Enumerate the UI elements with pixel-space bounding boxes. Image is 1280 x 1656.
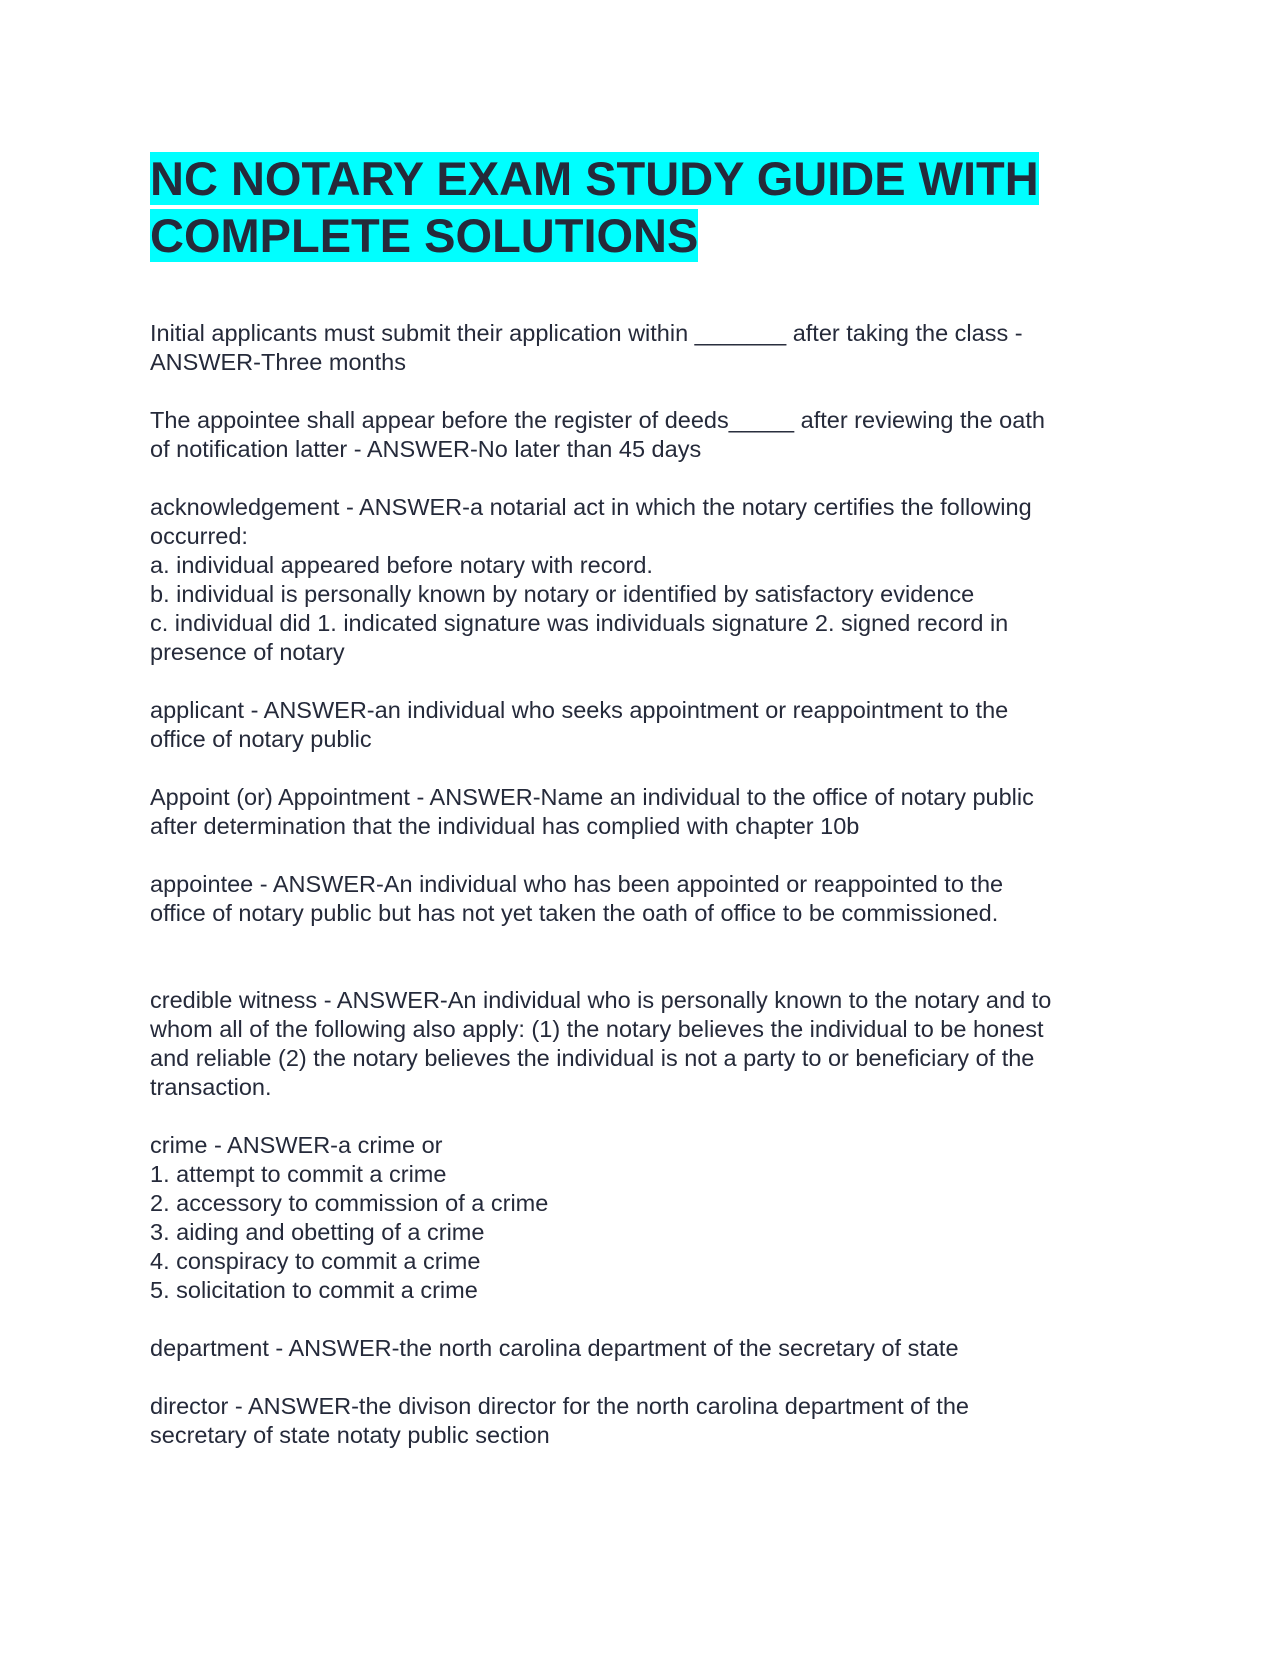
entry-line: director - ANSWER-the divison director for the north carolina department of the [150,1393,969,1419]
document-page [150,150,1120,1479]
entry-line: whom all of the following also apply: (1) the notary believes the individual to be honest [150,1016,1044,1042]
qa-entry-application-deadline [150,319,1120,377]
entry-line: of notification latter - ANSWER-No later than 45 days [150,436,702,462]
title-line-2: COMPLETE SOLUTIONS [150,209,699,262]
entry-line: 5. solicitation to commit a crime [150,1277,478,1303]
entry-line: The appointee shall appear before the register of deeds_____ after reviewing the oath [150,407,1045,433]
title-line-1: NC NOTARY EXAM STUDY GUIDE WITH [150,152,1039,205]
document-title [150,150,1120,264]
entry-line: presence of notary [150,639,345,665]
entry-line: ANSWER-Three months [150,349,406,375]
entry-line: c. individual did 1. indicated signature was individuals signature 2. signed record in [150,610,1009,636]
entry-line: occurred: [150,523,248,549]
entry-line: a. individual appeared before notary with record. [150,552,653,578]
qa-entry-crime [150,1131,1120,1305]
entry-line: 2. accessory to commission of a crime [150,1190,549,1216]
entry-line: transaction. [150,1074,272,1100]
entry-line: b. individual is personally known by notary or identified by satisfactory evidence [150,581,975,607]
qa-entry-appointment [150,783,1120,841]
entry-line: and reliable (2) the notary believes the individual is not a party to or beneficiary of the [150,1045,1035,1071]
entry-line: 1. attempt to commit a crime [150,1161,447,1187]
entry-line: Appoint (or) Appointment - ANSWER-Name an individual to the office of notary public [150,784,1034,810]
entry-line: credible witness - ANSWER-An individual who is personally known to the notary and to [150,987,1052,1013]
entry-line: crime - ANSWER-a crime or [150,1132,443,1158]
entry-line: 3. aiding and obetting of a crime [150,1219,485,1245]
entry-line: Initial applicants must submit their application within _______ after taking the class - [150,320,1023,346]
entry-line: secretary of state notaty public section [150,1422,550,1448]
entry-line: appointee - ANSWER-An individual who has been appointed or reappointed to the [150,871,1004,897]
entry-line: department - ANSWER-the north carolina department of the secretary of state [150,1335,959,1361]
entry-line: applicant - ANSWER-an individual who seeks appointment or reappointment to the [150,697,1009,723]
entry-line: 4. conspiracy to commit a crime [150,1248,481,1274]
entry-line: acknowledgement - ANSWER-a notarial act in which the notary certifies the following [150,494,1032,520]
entry-line: office of notary public but has not yet taken the oath of office to be commissioned. [150,900,999,926]
qa-entry-director [150,1392,1120,1450]
qa-entries [150,319,1120,1450]
qa-entry-acknowledgement [150,493,1120,667]
qa-entry-department [150,1334,1120,1363]
qa-entry-appointee [150,870,1120,928]
entry-line: after determination that the individual has complied with chapter 10b [150,813,860,839]
qa-entry-applicant [150,696,1120,754]
qa-entry-register-of-deeds [150,406,1120,464]
qa-entry-credible-witness [150,986,1120,1102]
entry-line: office of notary public [150,726,372,752]
